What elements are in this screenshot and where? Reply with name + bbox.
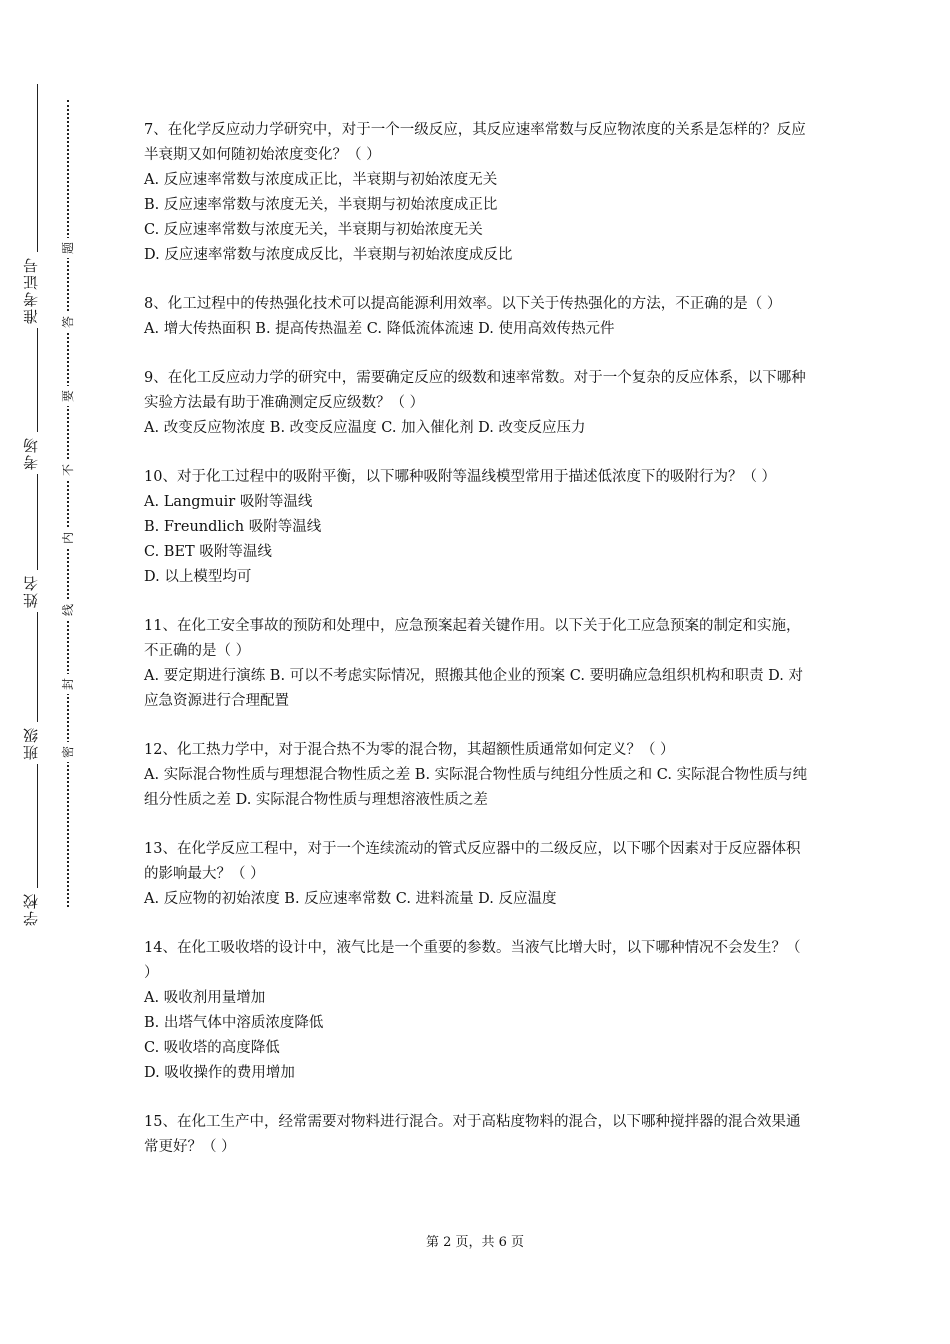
question-stem: 11、在化工安全事故的预防和处理中，应急预案起着关键作用。以下关于化工应急预案的制定和实施，不正确的是（ ） — [144, 618, 801, 659]
binding-field-exam-room: 考场 — [20, 432, 54, 474]
options-inline: A. 改变反应物浓度 B. 改变反应温度 C. 加入催化剂 D. 改变反应压力 — [144, 420, 586, 436]
question-stem: 8、化工过程中的传热强化技术可以提高能源利用效率。以下关于传热强化的方法，不正确的是（ ） — [144, 296, 782, 312]
option-a: A. Langmuir 吸附等温线 — [144, 494, 313, 510]
seal-dotted-line — [67, 100, 69, 907]
question-14 — [144, 936, 810, 1086]
seal-char: 封 — [60, 674, 76, 694]
question-13 — [144, 837, 810, 912]
question-stem: 9、在化工反应动力学的研究中，需要确定反应的级数和速率常数。对于一个复杂的反应体系，以下哪种实验方法最有助于准确测定反应级数？（ ） — [144, 370, 806, 411]
question-stem: 10、对于化工过程中的吸附平衡，以下哪种吸附等温线模型常用于描述低浓度下的吸附行为？（ ） — [144, 469, 777, 485]
seal-char: 线 — [60, 600, 76, 620]
binding-solid-line — [37, 84, 38, 914]
binding-field-name: 姓名 — [20, 570, 54, 612]
option-d: D. 反应速率常数与浓度成反比，半衰期与初始浓度成反比 — [144, 247, 513, 263]
option-a: A. 反应速率常数与浓度成正比，半衰期与初始浓度无关 — [144, 172, 498, 188]
binding-field-class: 班级 — [20, 722, 54, 764]
page-footer: 第 2 页，共 6 页 — [425, 1235, 525, 1250]
seal-char: 要 — [60, 386, 76, 406]
option-c: C. 反应速率常数与浓度无关，半衰期与初始浓度无关 — [144, 222, 483, 238]
options-inline: A. 要定期进行演练 B. 可以不考虑实际情况，照搬其他企业的预案 C. 要明确应急组织机构和职责 D. 对应急资源进行合理配置 — [144, 668, 804, 709]
question-9 — [144, 366, 810, 441]
option-a: A. 吸收剂用量增加 — [144, 990, 266, 1006]
seal-char: 题 — [60, 238, 76, 258]
question-8 — [144, 292, 810, 342]
seal-char: 密 — [60, 742, 76, 762]
question-list — [144, 118, 810, 1184]
seal-char: 不 — [60, 460, 76, 480]
options-inline: A. 实际混合物性质与理想混合物性质之差 B. 实际混合物性质与纯组分性质之和 C. 实际混合物性质与纯组分性质之差 D. 实际混合物性质与理想溶液性质之差 — [144, 767, 808, 808]
options-inline: A. 反应物的初始浓度 B. 反应速率常数 C. 进料流量 D. 反应温度 — [144, 891, 557, 907]
question-11 — [144, 614, 810, 714]
question-stem: 15、在化工生产中，经常需要对物料进行混合。对于高粘度物料的混合，以下哪种搅拌器的混合效果通常更好？（ ） — [144, 1114, 801, 1155]
question-stem: 13、在化学反应工程中，对于一个连续流动的管式反应器中的二级反应，以下哪个因素对于反应器体积的影响最大？（ ） — [144, 841, 801, 882]
question-stem: 7、在化学反应动力学研究中，对于一个一级反应，其反应速率常数与反应物浓度的关系是怎样的？反应半衰期又如何随初始浓度变化？（ ） — [144, 122, 806, 163]
option-d: D. 吸收操作的费用增加 — [144, 1065, 295, 1081]
options-inline: A. 增大传热面积 B. 提高传热温差 C. 降低流体流速 D. 使用高效传热元件 — [144, 321, 615, 337]
option-b: B. 出塔气体中溶质浓度降低 — [144, 1015, 324, 1031]
question-12 — [144, 738, 810, 813]
option-b: B. 反应速率常数与浓度无关，半衰期与初始浓度成正比 — [144, 197, 498, 213]
option-c: C. BET 吸附等温线 — [144, 544, 272, 560]
binding-field-exam-number: 准考证号 — [20, 252, 54, 328]
question-15 — [144, 1110, 810, 1160]
option-c: C. 吸收塔的高度降低 — [144, 1040, 280, 1056]
option-d: D. 以上模型均可 — [144, 569, 252, 585]
binding-field-school: 学校 — [20, 888, 54, 930]
seal-char: 答 — [60, 312, 76, 332]
question-stem: 14、在化工吸收塔的设计中，液气比是一个重要的参数。当液气比增大时，以下哪种情况不会发生？（ ） — [144, 940, 801, 981]
question-7 — [144, 118, 810, 268]
option-b: B. Freundlich 吸附等温线 — [144, 519, 322, 535]
question-10 — [144, 465, 810, 590]
seal-char: 内 — [60, 528, 76, 548]
question-stem: 12、化工热力学中，对于混合热不为零的混合物，其超额性质通常如何定义？（ ） — [144, 742, 675, 758]
